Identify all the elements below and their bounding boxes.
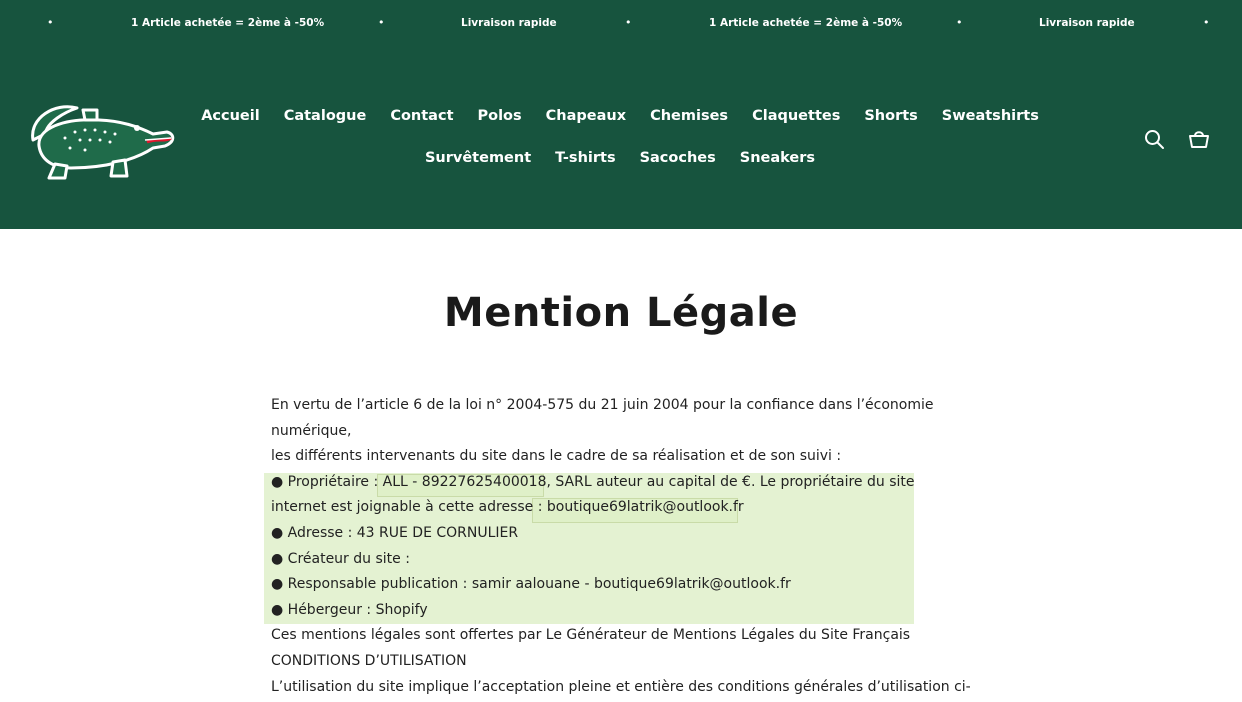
owner-line: ● Propriétaire : ALL - 89227625400018, SARL auteur au capital de €. Le propriétaire du site: [271, 473, 915, 490]
separator-dot: •: [625, 16, 632, 29]
legal-line: les différents intervenants du site dans le cadre de sa réalisation et de son suivi :: [271, 448, 842, 465]
address-line: ● Adresse : 43 RUE DE CORNULIER: [271, 524, 519, 541]
nav-contact[interactable]: Contact: [390, 108, 454, 124]
legal-line: L’utilisation du site implique l’acceptation pleine et entière des conditions générales d’utilisation ci-: [271, 678, 971, 695]
cart-icon[interactable]: [1188, 128, 1210, 150]
separator-dot: •: [47, 16, 54, 29]
main-nav-row-1: [201, 108, 1039, 124]
search-icon[interactable]: [1143, 128, 1165, 150]
site-header: [0, 0, 1242, 229]
owner-email-line: internet est joignable à cette adresse : boutique69latrik@outlook.fr: [271, 499, 744, 516]
announcement-promo: 1 Article achetée = 2ème à -50%: [709, 17, 903, 29]
creator-line: ● Créateur du site :: [271, 550, 410, 567]
announcement-shipping: Livraison rapide: [1039, 17, 1135, 29]
main-nav-row-2: [210, 150, 1030, 166]
conditions-heading: CONDITIONS D’UTILISATION: [271, 652, 467, 669]
nav-sneakers[interactable]: Sneakers: [739, 150, 816, 166]
nav-sweatshirts[interactable]: Sweatshirts: [941, 108, 1039, 124]
announcement-bar: [0, 0, 1242, 48]
legal-line: En vertu de l’article 6 de la loi n° 2004-575 du 21 juin 2004 pour la confiance dans l’économie: [271, 397, 934, 413]
nav-shorts[interactable]: Shorts: [864, 108, 918, 124]
nav-survetement[interactable]: Survêtement: [424, 150, 532, 166]
nav-sacoches[interactable]: Sacoches: [639, 150, 716, 166]
separator-dot: •: [378, 16, 385, 29]
nav-catalogue[interactable]: Catalogue: [283, 108, 367, 124]
legal-content: [271, 393, 971, 700]
crocodile-logo[interactable]: [25, 88, 177, 184]
legal-line: Ces mentions légales sont offertes par Le Générateur de Mentions Légales du Site Français: [271, 627, 911, 644]
nav-polos[interactable]: Polos: [477, 108, 522, 124]
announcement-shipping: Livraison rapide: [461, 17, 557, 29]
nav-chemises[interactable]: Chemises: [650, 108, 729, 124]
nav-chapeaux[interactable]: Chapeaux: [545, 108, 627, 124]
publisher-line: ● Responsable publication : samir aalouane - boutique69latrik@outlook.fr: [271, 576, 791, 593]
legal-line: numérique,: [271, 422, 352, 439]
nav-claquettes[interactable]: Claquettes: [752, 108, 841, 124]
page-title: Mention Légale: [443, 290, 799, 336]
nav-accueil[interactable]: Accueil: [201, 108, 260, 124]
separator-dot: •: [956, 16, 963, 29]
announcement-promo: 1 Article achetée = 2ème à -50%: [131, 17, 325, 29]
host-line: ● Hébergeur : Shopify: [271, 601, 428, 618]
separator-dot: •: [1203, 16, 1210, 29]
nav-tshirts[interactable]: T-shirts: [555, 150, 616, 166]
